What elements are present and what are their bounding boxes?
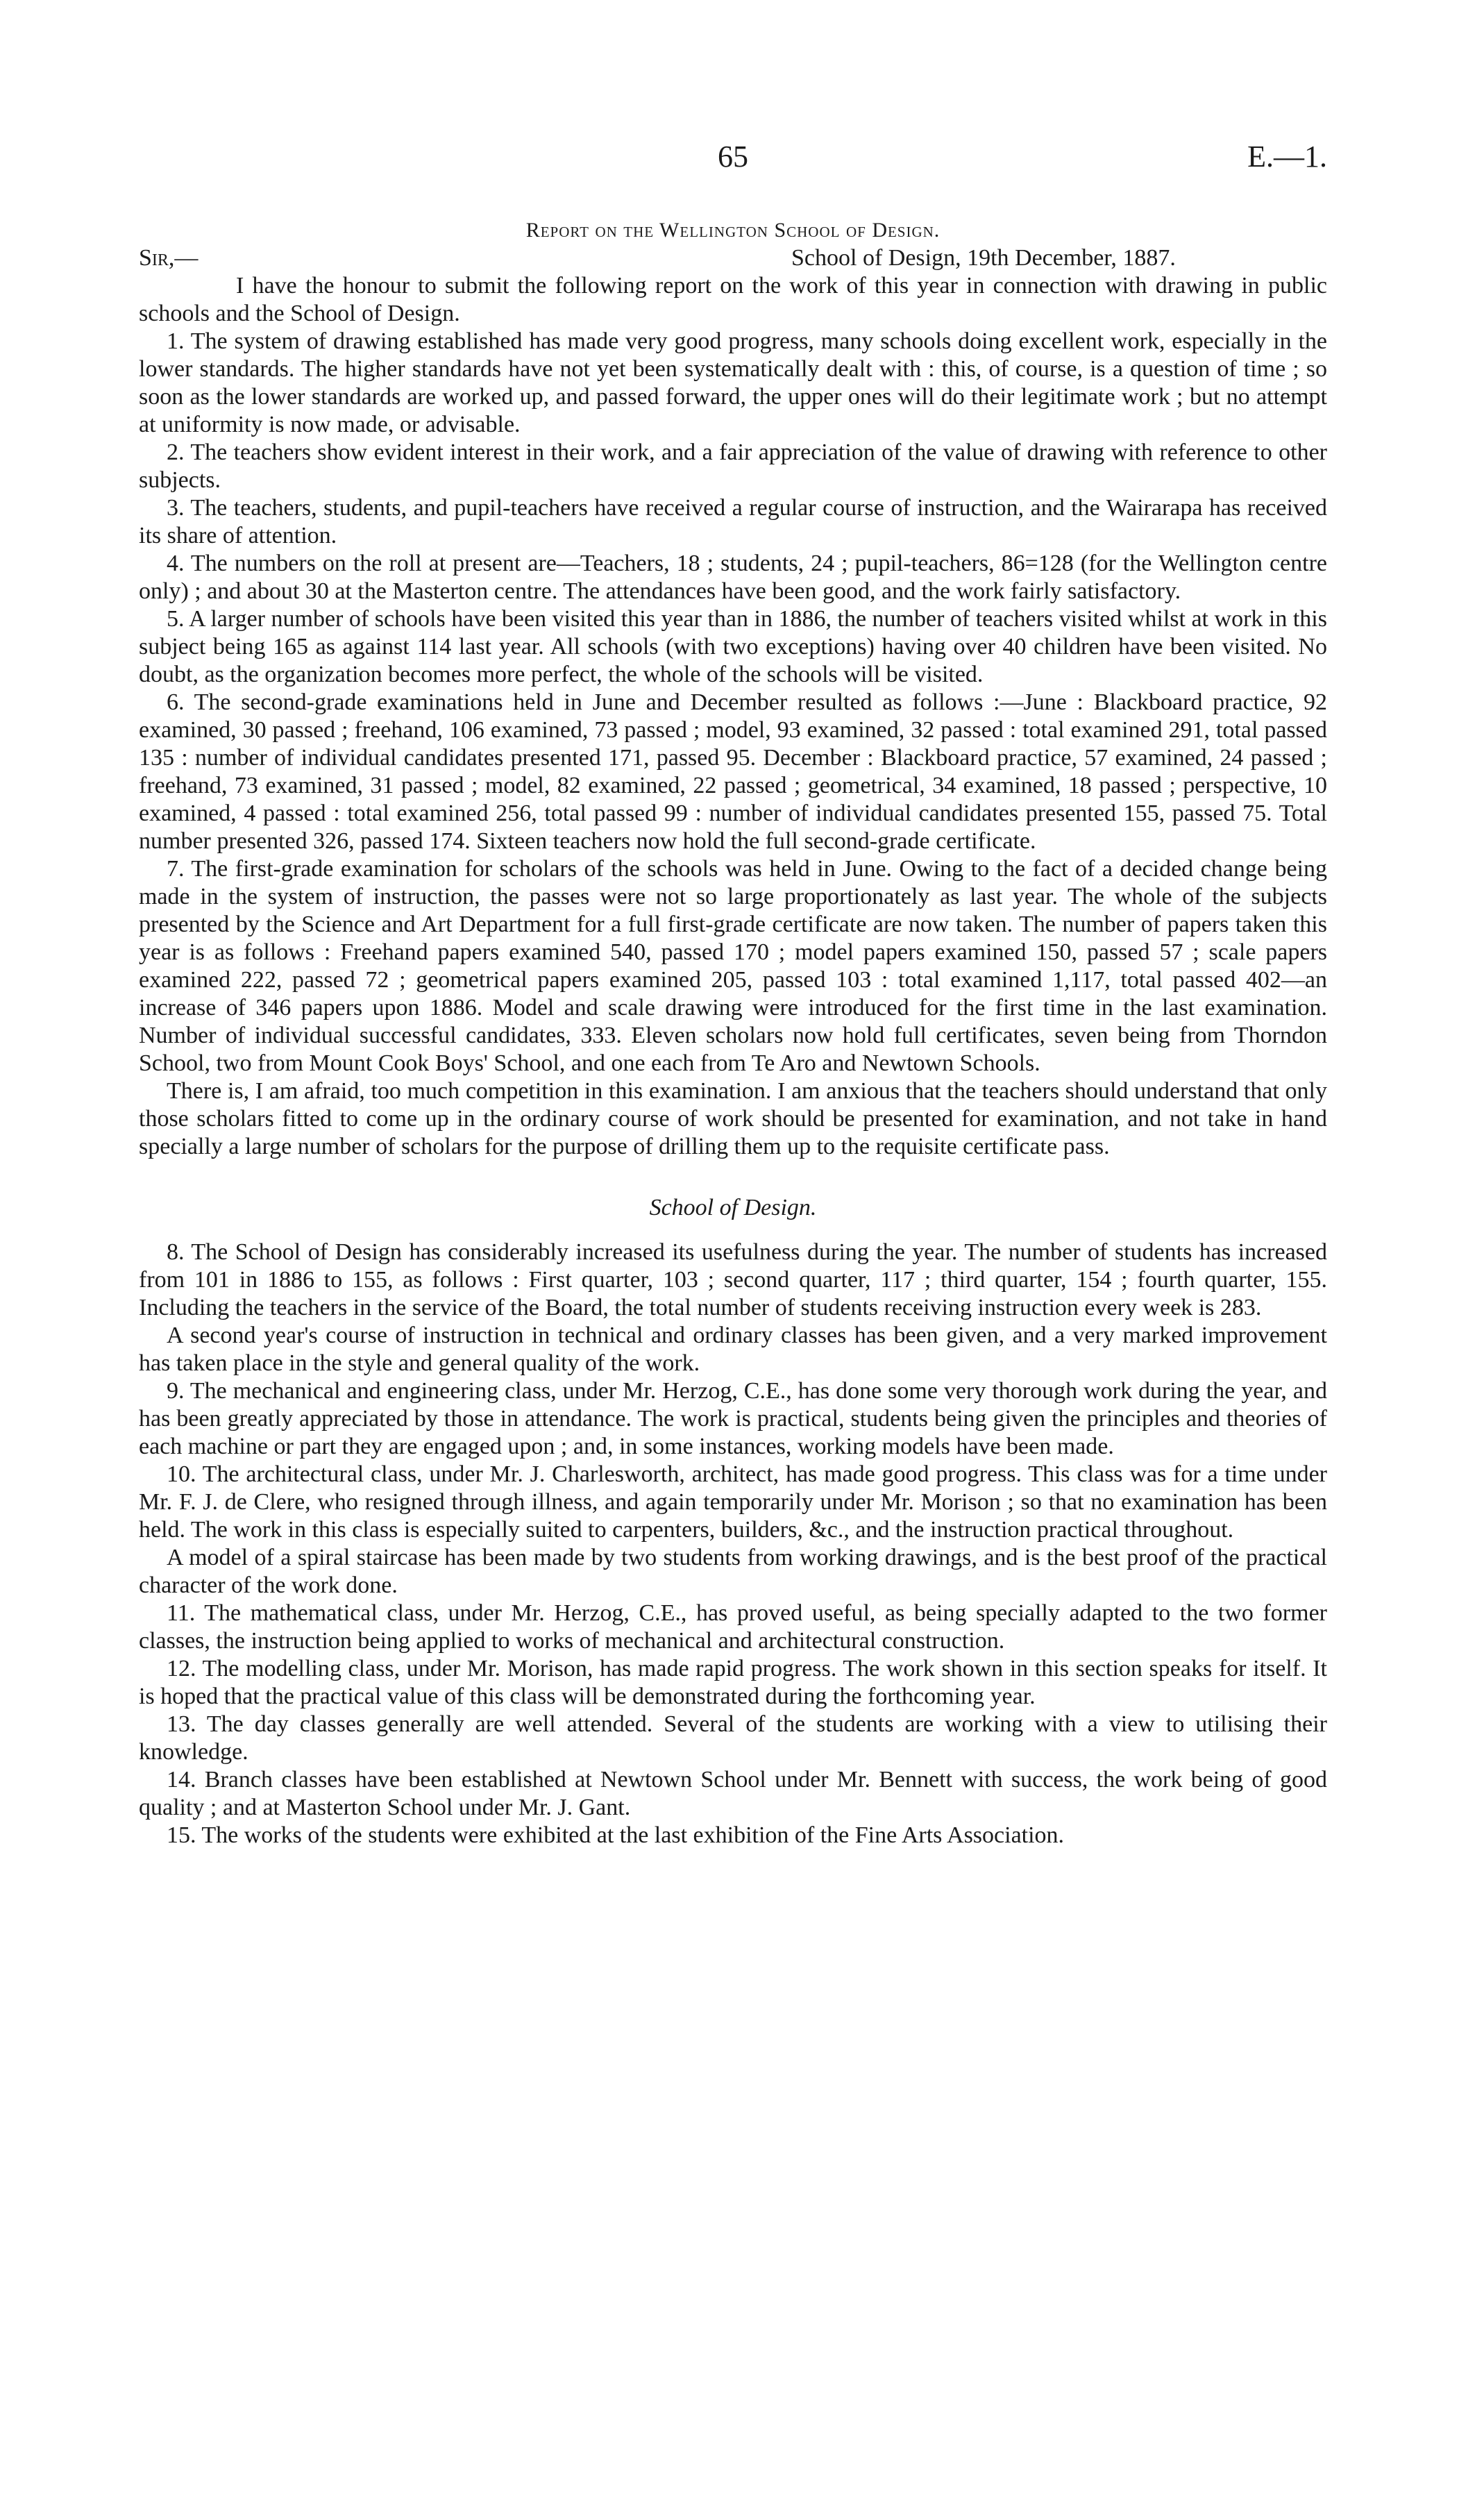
paragraph-4: 4. The numbers on the roll at present are—Teachers, 18 ; students, 24 ; pupil-teachers, 86=128 (for the Wellington centre only) ; and about 30 at the Masterton centre. The attendances have been good, and the work fairly satisfactory.: [139, 551, 1327, 604]
paragraph-8: 8. The School of Design has considerably increased its usefulness during the year. The number of students has increased from 101 in 1886 to 155, as follows : First quarter, 103 ; second quarter, 117 ; third quarter, 154 ; fourth quarter, 155. Including the teachers in the service of the Board, the total number of students receiving instruction every week is 283.: [139, 1239, 1327, 1320]
paragraph-9: 9. The mechanical and engineering class, under Mr. Herzog, C.E., has done some very thorough work during the year, and has been greatly appreciated by those in attendance. The work is practical, students being given the principles and theories of each machine or part they are engaged upon ; and, in some instances, working models have been made.: [139, 1378, 1327, 1459]
section-heading: School of Design.: [649, 1195, 817, 1220]
paragraph-8-continued: A second year's course of instruction in technical and ordinary classes has been given, and a very marked improvement has taken place in the style and general quality of the work.: [139, 1323, 1327, 1376]
paragraph-1: 1. The system of drawing established has made very good progress, many schools doing excellent work, especially in the lower standards. The higher standards have not yet been systematically dealt with : this, of course, is a question of time ; so soon as the lower standards are worked up, and passed forward, the upper ones will do their legitimate work ; but no attempt at uniformity is now made, or advisable.: [139, 328, 1327, 437]
intro-paragraph: I have the honour to submit the following report on the work of this year in connection with drawing in public schools and the School of Design.: [139, 273, 1327, 326]
dateline: School of Design, 19th December, 1887.: [791, 245, 1176, 271]
paragraph-10: 10. The architectural class, under Mr. J. Charlesworth, architect, has made good progress. This class was for a time under Mr. F. J. de Clere, who resigned through illness, and again temporarily under Mr. Morison ; so that no examination has been held. The work in this class is especially suited to carpenters, builders, &c., and the instruction practical throughout.: [139, 1461, 1327, 1543]
page-header: [139, 139, 1327, 181]
paragraph-13: 13. The day classes generally are well attended. Several of the students are working with a view to utilising their knowledge.: [139, 1711, 1327, 1765]
paragraph-7: 7. The first-grade examination for scholars of the schools was held in June. Owing to the fact of a decided change being made in the system of instruction, the passes were not so large proportionately as last year. The whole of the subjects presented by the Science and Art Department for a full first-grade certificate are now taken. The number of papers taken this year is as follows : Freehand papers examined 540, passed 170 ; model papers examined 150, passed 57 ; scale papers examined 222, passed 72 ; geometrical papers examined 205, passed 103 : total examined 1,117, total passed 402—an increase of 346 papers upon 1886. Model and scale drawing were introduced for the first time in the last examination. Number of individual successful candidates, 333. Eleven scholars now hold full certificates, seven being from Thorndon School, two from Mount Cook Boys' School, and one each from Te Aro and Newtown Schools.: [139, 856, 1327, 1076]
paragraph-3: 3. The teachers, students, and pupil-teachers have received a regular course of instruction, and the Wairarapa has received its share of attention.: [139, 495, 1327, 548]
paragraph-5: 5. A larger number of schools have been visited this year than in 1886, the number of teachers visited whilst at work in this subject being 165 as against 114 last year. All schools (with two exceptions) having over 40 children have been visited. No doubt, as the organization becomes more perfect, the whole of the schools will be visited.: [139, 606, 1327, 687]
paragraph-12: 12. The modelling class, under Mr. Morison, has made rapid progress. The work shown in this section speaks for itself. It is hoped that the practical value of this class will be demonstrated during the forthcoming year.: [139, 1656, 1327, 1709]
paragraph-6: 6. The second-grade examinations held in June and December resulted as follows :—June : Blackboard practice, 92 examined, 30 passed ; freehand, 106 examined, 73 passed ; model, 93 examined, 32 passed : total examined 291, total passed 135 : number of individual candidates presented 171, passed 95. December : Blackboard practice, 57 examined, 24 passed ; freehand, 73 examined, 31 passed ; model, 82 examined, 22 passed ; geometrical, 34 examined, 18 passed ; perspective, 10 examined, 4 passed : total examined 256, total passed 99 : number of individual candidates presented 155, passed 75. Total number presented 326, passed 174. Sixteen teachers now hold the full second-grade certificate.: [139, 689, 1327, 854]
page-number: 65: [718, 140, 748, 174]
paragraph-15: 15. The works of the students were exhibited at the last exhibition of the Fine Arts Association.: [167, 1822, 1065, 1848]
document-code: E.—1.: [1247, 140, 1327, 174]
paragraph-10-continued: A model of a spiral staircase has been made by two students from working drawings, and is the best proof of the practical character of the work done.: [139, 1545, 1327, 1598]
paragraph-2: 2. The teachers show evident interest in their work, and a fair appreciation of the value of drawing with reference to other subjects.: [139, 439, 1327, 493]
report-title: Report on the Wellington School of Design.: [525, 219, 941, 242]
salutation-line: [139, 244, 1327, 272]
salutation: Sir,—: [139, 245, 199, 271]
document-page: [139, 139, 1327, 1849]
paragraph-14: 14. Branch classes have been established at Newtown School under Mr. Bennett with success, the work being of good quality ; and at Masterton School under Mr. J. Gant.: [139, 1767, 1327, 1820]
paragraph-7-continued: There is, I am afraid, too much competition in this examination. I am anxious that the teachers should understand that only those scholars fitted to come up in the ordinary course of work should be presented for examination, and not take in hand specially a large number of scholars for the purpose of drilling them up to the requisite certificate pass.: [139, 1078, 1327, 1159]
paragraph-11: 11. The mathematical class, under Mr. Herzog, C.E., has proved useful, as being specially adapted to the two former classes, the instruction being applied to works of mechanical and architectural construction.: [139, 1600, 1327, 1654]
